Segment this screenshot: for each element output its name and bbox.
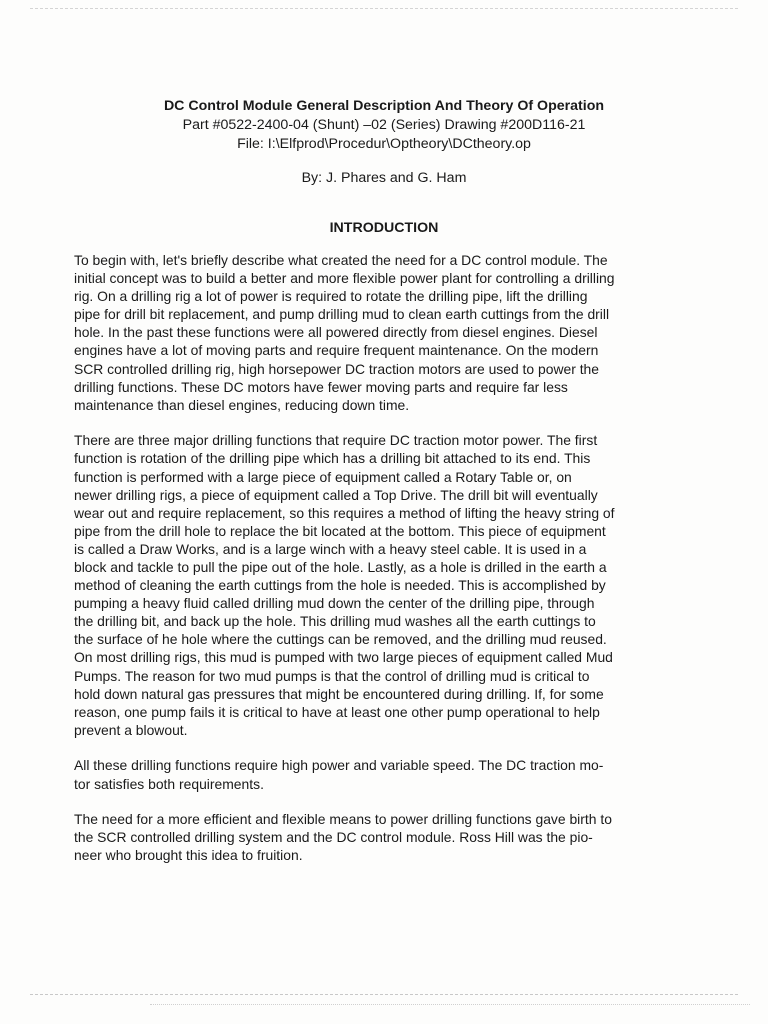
paragraph-line: initial concept was to build a better and more flexible power plant for controlling a drilling — [74, 270, 615, 287]
paragraph-line: pumping a heavy fluid called drilling mud down the center of the drilling pipe, through — [74, 595, 595, 612]
paragraph-line: method of cleaning the earth cuttings from the hole is needed. This is accomplished by — [74, 577, 606, 594]
paragraph-line: is called a Draw Works, and is a large winch with a heavy steel cable. It is used in a — [74, 540, 587, 557]
paragraph-line: neer who brought this idea to fruition. — [74, 847, 303, 864]
body-text — [74, 251, 654, 882]
paragraph-line: the surface of he hole where the cuttings can be removed, and the drilling mud reused. — [74, 631, 607, 648]
paragraph-line: There are three major drilling functions that require DC traction motor power. The first — [74, 432, 598, 449]
paragraph-line: maintenance than diesel engines, reducing down time. — [74, 396, 410, 413]
scan-artifact-bottom-2 — [150, 1004, 750, 1005]
paragraph-line: Pumps. The reason for two mud pumps is that the control of drilling mud is critical to — [74, 667, 590, 684]
section-heading: INTRODUCTION — [329, 220, 439, 236]
paragraph-line: pipe for drill bit replacement, and pump drilling mud to clean earth cuttings from the drill — [74, 306, 610, 323]
document-header — [60, 97, 708, 154]
paragraph-line: prevent a blowout. — [74, 721, 188, 738]
paragraph — [74, 810, 654, 864]
paragraph-line: wear out and require replacement, so this requires a method of lifting the heavy string of — [74, 504, 615, 521]
file-path-line: File: I:\Elfprod\Procedur\Optheory\DCtheory.op — [237, 136, 531, 152]
paragraph-line: the SCR controlled drilling system and the DC control module. Ross Hill was the pio- — [74, 829, 593, 846]
paragraph-line: function is rotation of the drilling pipe which has a drilling bit attached to its end. This — [74, 450, 591, 467]
paragraph-line: block and tackle to pull the pipe out of the hole. Lastly, as a hole is drilled in the earth a — [74, 559, 607, 575]
authors-line: By: J. Phares and G. Ham — [301, 170, 467, 186]
document-title: DC Control Module General Description And Theory Of Operation — [163, 98, 605, 114]
paragraph-line: All these drilling functions require high power and variable speed. The DC traction mo- — [74, 757, 604, 774]
paragraph-line: rig. On a drilling rig a lot of power is required to rotate the drilling pipe, lift the drilling — [74, 288, 588, 305]
paragraph-line: reason, one pump fails it is critical to have at least one other pump operational to help — [74, 703, 600, 720]
scan-artifact-top — [30, 8, 738, 9]
paragraph-line: hole. In the past these functions were all powered directly from diesel engines. Diesel — [74, 324, 598, 341]
scan-artifact-bottom — [30, 994, 738, 995]
paragraph-line: drilling functions. These DC motors have fewer moving parts and require far less — [74, 378, 568, 395]
paragraph-line: the drilling bit, and back up the hole. This drilling mud washes all the earth cuttings to — [74, 613, 596, 630]
paragraph-line: newer drilling rigs, a piece of equipment called a Top Drive. The drill bit will eventually — [74, 486, 598, 503]
paragraph — [74, 431, 654, 739]
paragraph-line: function is performed with a large piece of equipment called a Rotary Table or, on — [74, 468, 572, 485]
paragraph-line: pipe from the drill hole to replace the bit located at the bottom. This piece of equipment — [74, 522, 606, 539]
paragraph-line: To begin with, let's briefly describe what created the need for a DC control module. The — [74, 252, 608, 268]
paragraph-line: engines have a lot of moving parts and require frequent maintenance. On the modern — [74, 342, 599, 359]
paragraph — [74, 756, 654, 792]
part-number-line: Part #0522-2400-04 (Shunt) –02 (Series) Drawing #200D116-21 — [182, 117, 586, 133]
paragraph-line: SCR controlled drilling rig, high horsepower DC traction motors are used to power the — [74, 360, 600, 377]
paragraph-line: tor satisfies both requirements. — [74, 775, 264, 792]
paragraph — [74, 251, 654, 414]
paragraph-line: On most drilling rigs, this mud is pumped with two large pieces of equipment called Mud — [74, 649, 613, 666]
paragraph-line: The need for a more efficient and flexible means to power drilling functions gave birth to — [74, 811, 612, 828]
paragraph-line: hold down natural gas pressures that might be encountered during drilling. If, for some — [74, 685, 604, 702]
